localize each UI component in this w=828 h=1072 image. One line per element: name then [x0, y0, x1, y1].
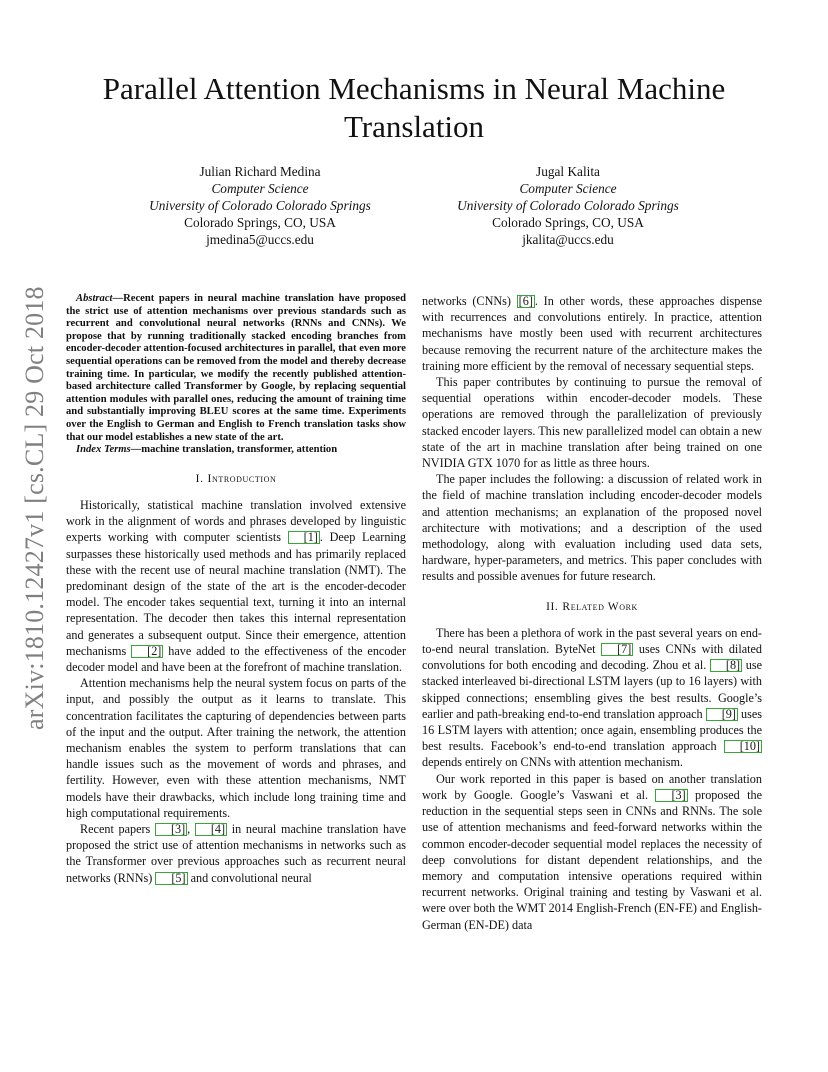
author-name: Jugal Kalita: [536, 164, 600, 179]
paragraph: Historically, statistical machine translation involved extensive work in the alignment of words and phrases developed by linguistic experts working with computer scientists [1] . Deep Learning surpasses these historically used methods and has primarily replaced these with the recent use of neural machine translation (NMT). The predominant design of the state of the art is the encoder-decoder model. The encoder takes sequential text, turning it into an internal representation. The decoder then takes this internal representation and generates a subsequent output. Since their emergence, attention mechanisms [2] have added to the effectiveness of the encoder decoder model and have been at the forefront of machine translation.: [66, 497, 407, 674]
section-heading-related-work: II. Related Work: [546, 600, 638, 613]
author-block-1: [110, 163, 410, 248]
paragraph: This paper contributes by continuing to pursue the removal of sequential operations within encoder-decoder models. These operations are removed through the parallelization of previously stacked encoder layers. This new parallelized model can obtain a new state of the art in machine translation after being trained on one NVIDIA GTX 1070 for as little as three hours.: [422, 375, 762, 471]
abstract-label: Abstract: [76, 293, 113, 304]
author-city: Colorado Springs, CO, USA: [492, 215, 644, 230]
right-column: [422, 293, 762, 933]
paper-title: [60, 70, 768, 146]
arxiv-stamp: arXiv:1810.12427v1 [cs.CL] 29 Oct 2018: [20, 286, 49, 730]
paragraph: Attention mechanisms help the neural system focus on parts of the input, and possibly the output as it learns to translate. This concentration facilitates the capturing of dependencies between parts of the input and the output. After training the network, the attention mechanism enables the system to perform translations that can handle issues such as the movement of words and phrases, and fertility. However, even with these attention mechanisms, NMT models have their drawbacks, which include long training time and high computational requirements.: [66, 676, 406, 820]
author-city: Colorado Springs, CO, USA: [184, 215, 336, 230]
paragraph: There has been a plethora of work in the past several years on end-to-end neural translation. ByteNet [7] uses CNNs with dilated convolutions for both encoding and decoding. Zhou et al. [8] use stacked interleaved bi-directional LSTM layers (up to 16 layers) with skipped connections; ensembling gives the best results. Google’s earlier and path-breaking end-to-end translation approach [9] uses 16 LSTM layers with attention; once again, ensembling produces the best results. Facebook’s end-to-end translation approach [10] depends entirely on CNNs with attention mechanism.: [422, 625, 763, 770]
abstract: [66, 293, 406, 444]
citation-link[interactable]: [3]: [655, 789, 687, 802]
title-line-2: Translation: [343, 109, 485, 144]
citation-link[interactable]: [9]: [706, 708, 738, 721]
abstract-text: —Recent papers in neural machine translation have proposed the strict use of attention mechanisms over previous standards such as recurrent and convolutional neural networks (RNNs and CNNs). We propose that by running traditionally stacked encoding branches from encoder-decoder attention-focused architectures in parallel, that even more sequential operations can be removed from the model and thereby decrease training time. In particular, we modify the recently published attention-based architecture called Transformer by Google, by replacing sequential attention modules with parallel ones, reducing the amount of training time and substantially improving BLEU scores at the same time. Experiments over the English to German and English to French translation tasks show that our model establishes a new state of the art.: [66, 293, 406, 443]
citation-link[interactable]: [3]: [155, 823, 187, 836]
author-email[interactable]: jkalita@uccs.edu: [522, 232, 614, 247]
title-line-1: Parallel Attention Mechanisms in Neural Machine: [102, 71, 726, 106]
citation-link[interactable]: [2]: [131, 645, 163, 658]
citation-link[interactable]: [1]: [288, 531, 320, 544]
author-block-2: [418, 163, 718, 248]
paragraph: networks (CNNs) [6] . In other words, these approaches dispense with recurrences and convolutions entirely. In practice, attention mechanisms have mostly been used with recurrent architectures because removing the recurrent nature of the architecture makes the training more efficient by the removal of necessary sequential steps.: [422, 294, 762, 373]
author-univ: University of Colorado Colorado Springs: [149, 198, 371, 213]
paragraph: Our work reported in this paper is based on another translation work by Google. Google’s Vaswani et al. [3] proposed the reduction in the sequential steps seen in CNNs and RNNs. The sole use of attention mechanisms and feed-forward networks within the common encoder-decoder sequential model replaces the necessity of deep convolutions for distant dependent relationships, and the memory and computation intensive operations required within recurrent networks. Original training and testing by Vaswani et al. were over both the WMT 2014 English-French (EN-FE) and English-German (EN-DE) data: [422, 771, 762, 932]
author-dept: Computer Science: [519, 181, 617, 196]
left-column: [66, 293, 406, 886]
author-dept: Computer Science: [211, 181, 309, 196]
index-terms: [66, 444, 406, 457]
citation-link[interactable]: [8]: [710, 659, 742, 672]
citation-link[interactable]: [7]: [601, 643, 633, 656]
index-terms-text: —machine translation, transformer, attention: [130, 444, 338, 456]
author-univ: University of Colorado Colorado Springs: [457, 198, 679, 213]
citation-link[interactable]: [6]: [518, 294, 533, 308]
paragraph: The paper includes the following: a discussion of related work in the field of machine translation including encoder-decoder models and attention mechanisms; an explanation of the proposed novel architecture with motivations; and a description of the used methodology, along with evaluation including used data sets, hardware, hyper-parameters, and metrics. This paper concludes with results and possible avenues for future research.: [422, 472, 762, 584]
citation-link[interactable]: [10]: [724, 740, 762, 753]
author-email[interactable]: jmedina5@uccs.edu: [206, 232, 314, 247]
paragraph: Recent papers [3] , [4] in neural machine translation have proposed the strict use of attention mechanisms in networks such as the Transformer over previous approaches such as recurrent neural networks (RNNs) [5] and convolutional neural: [66, 821, 407, 885]
citation-link[interactable]: [4]: [195, 823, 227, 836]
index-terms-label: Index Terms: [76, 444, 131, 456]
section-heading-introduction: I. Introduction: [195, 472, 277, 485]
author-name: Julian Richard Medina: [199, 164, 321, 179]
citation-link[interactable]: [5]: [155, 872, 187, 885]
